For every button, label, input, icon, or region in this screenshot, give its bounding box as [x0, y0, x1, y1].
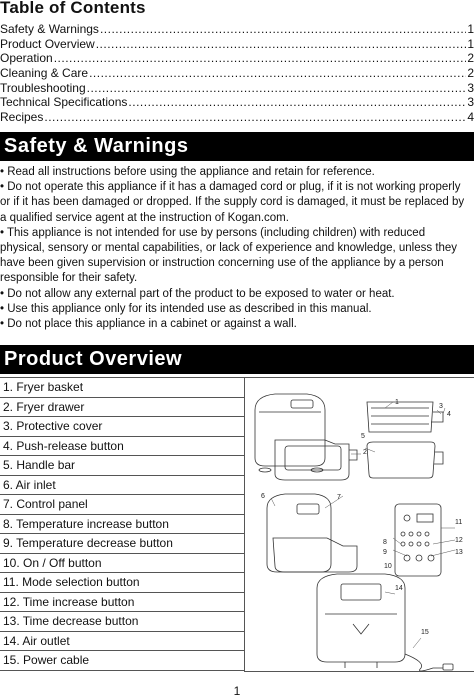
safety-item: • Do not allow any external part of the product to be exposed to water or heat.	[0, 287, 395, 300]
callout-12: 12	[455, 537, 463, 544]
toc-entry-label: Technical Specifications	[0, 95, 128, 110]
part-item: 15. Power cable	[0, 651, 245, 671]
safety-list	[0, 165, 472, 332]
product-diagram	[244, 377, 474, 672]
toc-entry[interactable]	[0, 37, 474, 52]
callout-11: 11	[455, 519, 463, 526]
callout-13: 13	[455, 549, 463, 556]
toc-leader-dots	[54, 51, 467, 65]
callout-14: 14	[395, 585, 403, 592]
safety-item: • Do not operate this appliance if it has a damaged cord or plug, if it is not working properly or if it has been damaged or dropped. If the supply cord is damaged, it must be replaced by a qualified service agent at the instruction of Kogan.com.	[0, 181, 465, 224]
part-item: 4. Push-release button	[0, 437, 245, 457]
table-of-contents	[0, 22, 474, 125]
control-panel-illustration	[395, 504, 441, 576]
fryer-basket-illustration	[367, 402, 443, 432]
safety-item: • Use this appliance only for its intended use as described in this manual.	[0, 302, 372, 315]
toc-entry-label: Recipes	[0, 110, 44, 125]
callout-9: 9	[383, 549, 387, 556]
part-item: 14. Air outlet	[0, 632, 245, 652]
safety-item: • Do not place this appliance in a cabinet or against a wall.	[0, 318, 297, 331]
toc-leader-dots	[44, 110, 466, 124]
part-item: 6. Air inlet	[0, 476, 245, 496]
toc-entry-label: Operation	[0, 51, 53, 66]
toc-entry-label: Safety & Warnings	[0, 22, 99, 36]
callout-3: 3	[439, 403, 443, 410]
toc-entry-page: 1	[467, 22, 474, 36]
toc-entry[interactable]	[0, 66, 474, 81]
part-item: 9. Temperature decrease button	[0, 534, 245, 554]
parts-list	[0, 377, 245, 671]
toc-entry-page: 3	[467, 95, 474, 110]
toc-entry-page: 4	[467, 110, 474, 125]
part-item: 7. Control panel	[0, 495, 245, 515]
part-item: 13. Time decrease button	[0, 612, 245, 632]
toc-leader-dots	[87, 81, 467, 95]
callout-4: 4	[447, 411, 451, 418]
air-fryer-open-illustration	[255, 394, 357, 480]
part-item: 2. Fryer drawer	[0, 398, 245, 418]
safety-heading: Safety & Warnings	[0, 132, 474, 161]
product-overview-heading: Product Overview	[0, 345, 474, 374]
part-item: 3. Protective cover	[0, 417, 245, 437]
callout-5: 5	[361, 433, 365, 440]
toc-entry[interactable]	[0, 110, 474, 125]
toc-entry-page: 2	[467, 51, 474, 66]
toc-leader-dots	[96, 37, 467, 51]
callout-1: 1	[395, 399, 399, 406]
toc-leader-dots	[100, 22, 466, 36]
fryer-drawer-illustration	[367, 442, 443, 478]
callout-6: 6	[261, 493, 265, 500]
part-item: 12. Time increase button	[0, 593, 245, 613]
toc-entry-page: 3	[467, 80, 474, 95]
part-item: 8. Temperature increase button	[0, 515, 245, 535]
callout-10: 10	[384, 563, 392, 570]
toc-leader-dots	[128, 95, 466, 109]
callout-8: 8	[383, 539, 387, 546]
part-item: 11. Mode selection button	[0, 573, 245, 593]
toc-leader-dots	[89, 66, 466, 80]
safety-item: • This appliance is not intended for use by persons (including children) with reduced physical, sensory or mental capabilities, or lack of experience and knowledge, unless they have been given supervision or instruction concerning use of the appliance by a person responsible for their safety.	[0, 226, 458, 285]
air-fryer-side-illustration	[267, 494, 357, 572]
toc-entry-label: Troubleshooting	[0, 80, 86, 95]
toc-entry-label: Product Overview	[0, 36, 95, 51]
page-number: 1	[233, 684, 241, 698]
toc-title: Table of Contents	[0, 0, 146, 17]
toc-entry[interactable]	[0, 51, 474, 66]
toc-entry[interactable]	[0, 81, 474, 96]
callout-15: 15	[421, 629, 429, 636]
part-item: 5. Handle bar	[0, 456, 245, 476]
callout-2: 2	[363, 449, 367, 456]
callout-7: 7	[337, 494, 341, 501]
part-item: 10. On / Off button	[0, 554, 245, 574]
part-item: 1. Fryer basket	[0, 378, 245, 398]
toc-entry[interactable]	[0, 95, 474, 110]
safety-item: • Read all instructions before using the appliance and retain for reference.	[0, 166, 375, 178]
power-cable-illustration	[405, 654, 453, 671]
toc-entry[interactable]	[0, 22, 474, 37]
toc-entry-page: 1	[467, 36, 474, 51]
toc-entry-label: Cleaning & Care	[0, 66, 89, 81]
toc-entry-page: 2	[467, 66, 474, 81]
air-fryer-front-illustration	[317, 574, 405, 668]
